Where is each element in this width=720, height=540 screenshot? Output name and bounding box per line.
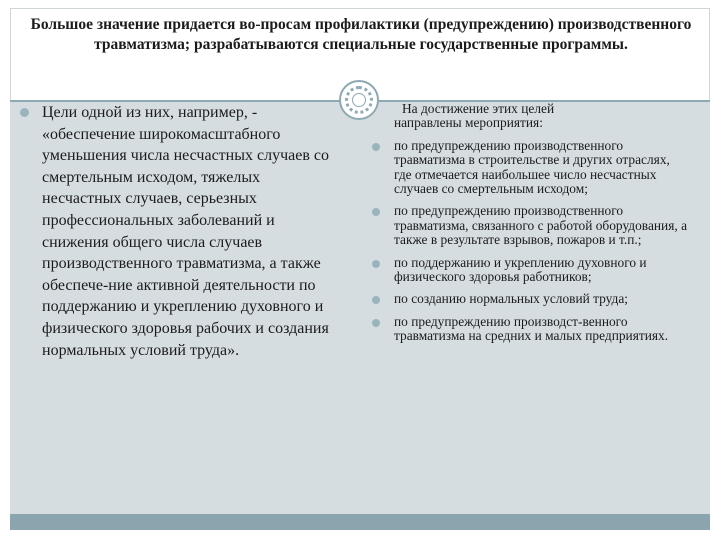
right-bullet-item (372, 292, 690, 306)
left-bullet-item (14, 102, 334, 361)
right-bullet-item (372, 256, 690, 285)
right-bullet-text: по поддержанию и укреплению духовного и физического здоровья работников; (394, 254, 647, 285)
round-bullet-icon (372, 143, 380, 151)
round-bullet-icon (372, 208, 380, 216)
left-column (14, 102, 334, 361)
slide-title: Большое значение придается во-просам профилактики (предупреждению) производственного травматизма; разрабатываются специальные государственные программы. (30, 16, 692, 53)
round-bullet-icon (372, 260, 380, 268)
round-bullet-icon (372, 319, 380, 327)
right-intro (372, 102, 690, 131)
right-bullet-item (372, 315, 690, 344)
footer-band (10, 514, 710, 530)
round-bullet-icon (20, 108, 29, 117)
right-bullet-text: по предупреждению производст-венного травматизма на средних и малых предприятиях. (394, 313, 669, 344)
right-bullet-text: по предупреждению производственного травматизма в строительстве и других отраслях, где отмечается наибольшее число несчастных случаев со смертельным исходом; (394, 137, 670, 197)
right-column (372, 102, 690, 344)
right-bullet-text: по созданию нормальных условий труда; (394, 291, 629, 307)
right-intro-line-1: На достижение этих целей (402, 101, 555, 116)
left-bullet-text: Цели одной из них, например, - «обеспечение широкомасштабного уменьшения числа несчастных случаев со смертельным исходом, тяжелых несчастных случаев, серьезных профессиональных заболеваний и снижения общего числа случаев производственного травматизма, а также обеспече-ние активной деятельности по поддержанию и укреплению духовного и физического здоровья рабочих и создания нормальных условий труда». (42, 104, 329, 359)
round-bullet-icon (372, 296, 380, 304)
right-bullet-item (372, 139, 690, 197)
right-bullet-item (372, 204, 690, 247)
right-intro-line-2: направлены мероприятия: (394, 115, 543, 131)
right-bullet-text: по предупреждению производственного травматизма, связанного с работой оборудования, а также в результате взрывов, пожаров и т.п.; (394, 203, 688, 248)
